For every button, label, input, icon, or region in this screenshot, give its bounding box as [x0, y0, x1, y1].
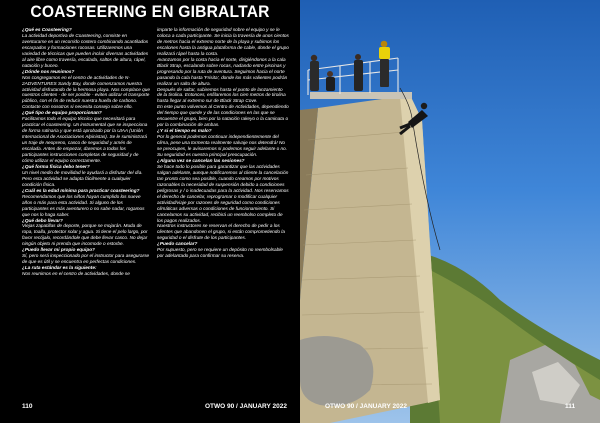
answer-text: imparte la información de seguridad sobre el equipo y se le coloca a cada participante. Se inicia la travesía de unos cientos de metros hacia el extremo norte de la playa y subimos los escalones hasta la antigua plataforma de cable, donde el grupo realizará rápel hasta la costa. [157, 27, 289, 56]
answer-text: Recomendamos que los niños hayan cumplido los nueve años o más para esta actividad. Si alguno de los participantes es más aventurero o no sabe nadar, rogamos que nos lo haga saber. [22, 193, 145, 217]
answer-text: Nos reunimos en el centro de actividades, donde se [22, 271, 130, 277]
question-heading: ¿Qué tipo de equipo proporcionan? [22, 110, 102, 116]
qa-block [157, 57, 289, 87]
text-column-2 [157, 27, 289, 259]
qa-block [22, 247, 150, 265]
qa-block [157, 104, 289, 128]
right-page-photo [300, 0, 600, 423]
question-heading: ¿Qué es Coasteering? [22, 27, 72, 32]
qa-block [22, 164, 150, 188]
qa-block [157, 158, 289, 223]
question-heading: ¿Alguna vez se cancelan las sesiones? [157, 157, 245, 163]
qa-block [157, 27, 289, 57]
qa-block [22, 69, 150, 111]
question-heading: ¿Qué forma física debo tener? [22, 163, 90, 169]
question-heading: ¿Dónde nos reunimos? [22, 68, 75, 74]
question-heading: ¿Puedo llevar mi propio equipo? [22, 247, 95, 253]
text-column-1 [22, 27, 150, 277]
answer-text: Nos congregamos en el centro de actividades de N-2ADVENTURES Sandy Bay, donde comenzamos nuestra actividad disfrutando de la hermosa playa. Nos complace que nuestros clientes - de ser posible - eviten utilizar el transporte público, con el fin de reducir nuestra huella de carbono. Contacte con nosotros si necesita consejo sobre ello. [22, 74, 150, 110]
qa-block [157, 223, 289, 241]
qa-block [157, 241, 289, 259]
qa-block [22, 265, 150, 277]
platform [310, 92, 412, 99]
qa-block [157, 128, 289, 158]
answer-text: La actividad deportiva de Coasteering, consiste en aventurarse en un recorrido costero combinando acantilados escarpados y formaciones rocosas. Utilizaremos una variedad de técnicas que pueden incluir diversas actividades al aire libre como travesía, escalada, saltos de altura, rápel, natación y buceo. [22, 32, 149, 68]
qa-block [22, 188, 150, 218]
question-heading: ¿Puedo cancelar? [157, 241, 198, 247]
qa-block [22, 110, 150, 164]
qa-block [22, 27, 150, 69]
answer-text: Por supuesto, pero se requiere un depósito no reembolsable por adelantado para confirmar su reserva. [157, 247, 283, 259]
right-magazine-issue: OTWO 90 / JANUARY 2022 [325, 403, 407, 410]
answer-text: En este punto volvemos al Centro de Actividades, dependiendo del tiempo que quede y de las condiciones en las que se encuentre el grupo, bien por la natación rakeyo o la caminata o por la combinación de ambas. [157, 104, 289, 128]
people-on-platform [310, 41, 390, 91]
answer-text: Facilitamos todo el equipo técnico que necesitará para practicar el coasteering. Un instrumental que se inspecciona de forma rutinaria y que está aprobado por la UIAA (Unión Internacional de Asociaciones Alpinistas). Se le suministrará un traje de neopreno, casco de seguridad y arnés de escalada. Antes de empezar, daremos a todos los participantes instrucciones completas de seguridad y de cómo utilizar el equipo correctamente. [22, 116, 148, 163]
answer-text: Avanzamos por la costa hacia el norte, dirigiéndonos a la cala Black Strap, escalando sobre rocas, nadando entre piscinas y progresando por la ruta de aventura. Seguimos hacia el norte pasando la cala hasta 'Frisita', donde los más valientes podrán realizar un salto de altura. [157, 56, 288, 86]
question-heading: ¿La ruta estándar es la siguiente: [22, 265, 97, 271]
article-title: COASTEERING EN GIBRALTAR [30, 2, 270, 21]
answer-text: Por lo general podemos continuar independientemente del clima, pese una tormenta realmente salvaje nos detendrá! No se preocupes, le avisaremos si podemos seguir adelante o no. Su seguridad es nuestra principal preocupación. [157, 134, 288, 158]
qa-block [22, 218, 150, 248]
answer-text: Viejas zapatillas de deporte, porque se mojarán. Muda de ropa, toalla, protector solar y agua. Si tiene el pelo largo, por favor recójalo, recordándole que debe llevar casco. No dejar ningún objeto ni prenda que incomode o estorbe. [22, 223, 148, 247]
left-magazine-issue: OTWO 90 / JANUARY 2022 [205, 403, 287, 410]
question-heading: ¿Qué debo llevar? [22, 217, 63, 223]
question-heading: ¿Y si el tiempo es malo? [157, 128, 212, 134]
answer-text: Después de saltar, subiremos hasta el punto de lanzamiento de la tirolina. Entonces, enfilaremos los cien metros de tirolina hasta llegar al extremo sur de Black Strap Cove. [157, 86, 286, 104]
left-page-number: 110 [22, 403, 33, 410]
answer-text: Sí, pero será inspeccionado por el instructor para asegurarse de que es útil y se encuentra en perfectas condiciones. [22, 253, 150, 265]
answer-text: Un nivel medio de movilidad le ayudará a disfrutar del día. Pero esta actividad se adapta fácilmente a cualquier condición física. [22, 169, 143, 187]
right-page-number: 111 [565, 403, 576, 410]
answer-text: Se hace todo lo posible para garantizar que las actividades salgan adelante, aunque notificaremos al cliente la cancelación tan pronto como sea posible, cuando creamos por motivos razonables la necesidad de suspensión debido a condiciones peligrosas y / o inadecuadas para la actividad. Nos reservamos el derecho de cancelar, reprogramar o modificar cualquier actividad/viaje por razones de seguridad como condiciones climáticas adversas o condiciones de funcionamiento. Si cancelamos su actividad, recibirá un reembolso completo de los pagos realizados. [157, 163, 289, 223]
coasteering-rappel-photo-icon [300, 0, 600, 423]
answer-text: Nuestros instructores se reservan el derecho de pedir a los clientes que abandonen el grupo, si están comprometiendo la seguridad o el disfrute de los participantes. [157, 223, 285, 241]
question-heading: ¿Cuál es la edad mínima para practicar coasteering? [22, 187, 140, 193]
qa-block [157, 87, 289, 105]
